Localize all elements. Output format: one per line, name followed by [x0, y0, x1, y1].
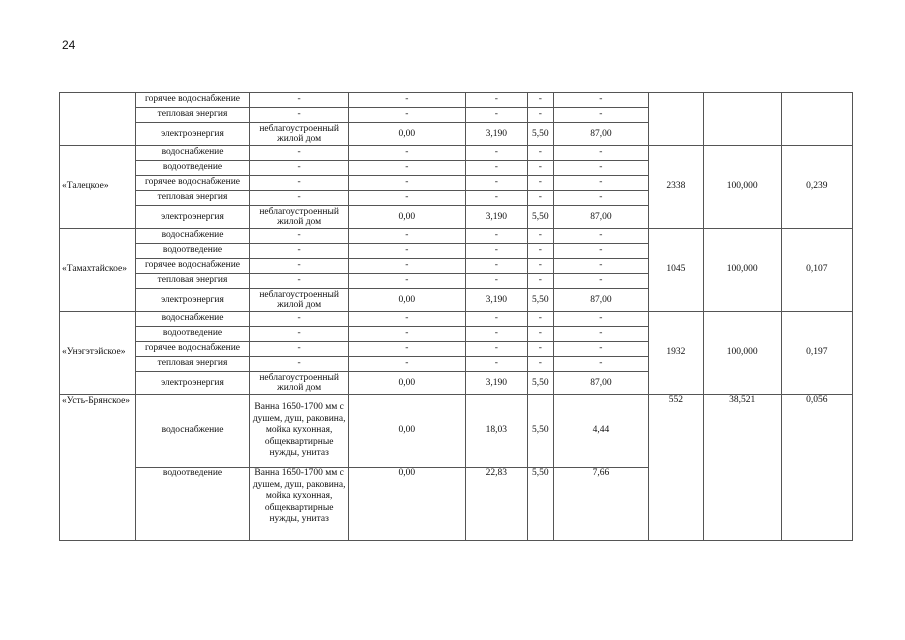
value-cell: -	[465, 176, 527, 191]
value-cell: 0,00	[348, 395, 465, 468]
value-cell: -	[465, 108, 527, 123]
value-cell: -	[348, 93, 465, 108]
value-cell: -	[348, 176, 465, 191]
service-cell: тепловая энергия	[135, 108, 250, 123]
value-cell: -	[465, 342, 527, 357]
value-cell: -	[348, 191, 465, 206]
value-cell: -	[553, 191, 648, 206]
description-cell: -	[250, 108, 348, 123]
result-cell: 0,056	[781, 395, 853, 541]
result-cell: 0,107	[781, 229, 853, 312]
value-cell: -	[553, 161, 648, 176]
value-cell: -	[553, 327, 648, 342]
description-cell: -	[250, 229, 348, 244]
value-cell: -	[465, 229, 527, 244]
service-cell: водоснабжение	[135, 229, 250, 244]
description-cell: неблагоустроенный жилой дом	[250, 372, 348, 395]
value-cell: -	[527, 176, 553, 191]
value-cell: -	[465, 357, 527, 372]
value-cell: 87,00	[553, 206, 648, 229]
table-row	[60, 146, 853, 161]
value-cell: -	[527, 244, 553, 259]
value-cell: -	[465, 93, 527, 108]
value-cell: -	[465, 259, 527, 274]
value-cell: -	[553, 146, 648, 161]
description-cell: неблагоустроенный жилой дом	[250, 123, 348, 146]
value-cell: -	[465, 161, 527, 176]
value-cell: -	[553, 229, 648, 244]
value-cell: -	[527, 357, 553, 372]
value-cell: -	[553, 357, 648, 372]
value-cell: -	[348, 357, 465, 372]
value-cell: -	[553, 342, 648, 357]
service-cell: электроэнергия	[135, 289, 250, 312]
value-cell: -	[527, 327, 553, 342]
value-cell: -	[348, 108, 465, 123]
description-cell: -	[250, 244, 348, 259]
value-cell: 7,66	[553, 468, 648, 541]
table-row	[60, 395, 853, 468]
description-cell: Ванна 1650-1700 мм с душем, душ, раковина, мойка кухонная, общеквартирные нужды, унитаз	[250, 395, 348, 468]
service-cell: водоотведение	[135, 161, 250, 176]
service-cell: водоснабжение	[135, 395, 250, 468]
value-cell: -	[527, 161, 553, 176]
description-cell: Ванна 1650-1700 мм с душем, душ, раковина, мойка кухонная, общеквартирные нужды, унитаз	[250, 468, 348, 541]
value-cell: 0,00	[348, 206, 465, 229]
description-cell: -	[250, 191, 348, 206]
value-cell: -	[553, 244, 648, 259]
percent-cell: 100,000	[703, 229, 781, 312]
value-cell: -	[527, 229, 553, 244]
page-number: 24	[62, 38, 76, 52]
description-cell: -	[250, 259, 348, 274]
settlement-cell: «Усть-Брянское»	[60, 395, 136, 541]
value-cell: 87,00	[553, 289, 648, 312]
value-cell: -	[465, 327, 527, 342]
value-cell: -	[348, 244, 465, 259]
description-cell: -	[250, 342, 348, 357]
description-cell: -	[250, 146, 348, 161]
description-cell: неблагоустроенный жилой дом	[250, 289, 348, 312]
value-cell: -	[348, 229, 465, 244]
value-cell: 3,190	[465, 372, 527, 395]
value-cell: -	[527, 191, 553, 206]
value-cell: -	[527, 259, 553, 274]
value-cell: 87,00	[553, 123, 648, 146]
service-cell: горячее водоснабжение	[135, 93, 250, 108]
value-cell: -	[553, 93, 648, 108]
percent-cell: 100,000	[703, 146, 781, 229]
service-cell: электроэнергия	[135, 123, 250, 146]
value-cell: 0,00	[348, 468, 465, 541]
value-cell: -	[465, 146, 527, 161]
service-cell: тепловая энергия	[135, 191, 250, 206]
value-cell: 3,190	[465, 289, 527, 312]
table-row	[60, 312, 853, 327]
service-cell: тепловая энергия	[135, 274, 250, 289]
value-cell: -	[348, 327, 465, 342]
description-cell: -	[250, 312, 348, 327]
tariff-table	[59, 92, 853, 541]
value-cell: -	[527, 93, 553, 108]
value-cell: 3,190	[465, 123, 527, 146]
service-cell: тепловая энергия	[135, 357, 250, 372]
service-cell: водоотведение	[135, 244, 250, 259]
description-cell: -	[250, 176, 348, 191]
description-cell: -	[250, 93, 348, 108]
value-cell: 5,50	[527, 395, 553, 468]
value-cell: -	[348, 312, 465, 327]
service-cell: горячее водоснабжение	[135, 342, 250, 357]
description-cell: -	[250, 161, 348, 176]
value-cell: -	[553, 176, 648, 191]
value-cell: 18,03	[465, 395, 527, 468]
result-cell: 0,239	[781, 146, 853, 229]
value-cell: -	[465, 312, 527, 327]
service-cell: горячее водоснабжение	[135, 259, 250, 274]
value-cell: 5,50	[527, 206, 553, 229]
percent-cell	[703, 93, 781, 146]
value-cell: -	[527, 146, 553, 161]
description-cell: -	[250, 274, 348, 289]
value-cell: -	[348, 274, 465, 289]
value-cell: -	[553, 274, 648, 289]
percent-cell: 100,000	[703, 312, 781, 395]
service-cell: горячее водоснабжение	[135, 176, 250, 191]
service-cell: водоотведение	[135, 468, 250, 541]
settlement-cell	[60, 93, 136, 146]
settlement-cell: «Талецкое»	[60, 146, 136, 229]
service-cell: электроэнергия	[135, 206, 250, 229]
total-cell	[649, 93, 704, 146]
value-cell: -	[348, 259, 465, 274]
table-row	[60, 229, 853, 244]
service-cell: водоотведение	[135, 327, 250, 342]
total-cell: 2338	[649, 146, 704, 229]
service-cell: водоснабжение	[135, 146, 250, 161]
value-cell: 5,50	[527, 289, 553, 312]
value-cell: 4,44	[553, 395, 648, 468]
description-cell: -	[250, 327, 348, 342]
value-cell: -	[553, 108, 648, 123]
value-cell: 3,190	[465, 206, 527, 229]
description-cell: -	[250, 357, 348, 372]
value-cell: -	[553, 312, 648, 327]
settlement-cell: «Унэгэтэйское»	[60, 312, 136, 395]
result-cell	[781, 93, 853, 146]
settlement-cell: «Тамахтайское»	[60, 229, 136, 312]
value-cell: -	[465, 274, 527, 289]
description-cell: неблагоустроенный жилой дом	[250, 206, 348, 229]
percent-cell: 38,521	[703, 395, 781, 541]
table-row	[60, 93, 853, 108]
value-cell: -	[348, 342, 465, 357]
value-cell: -	[348, 146, 465, 161]
value-cell: 0,00	[348, 372, 465, 395]
total-cell: 1932	[649, 312, 704, 395]
value-cell: -	[527, 312, 553, 327]
total-cell: 1045	[649, 229, 704, 312]
value-cell: 5,50	[527, 468, 553, 541]
value-cell: 0,00	[348, 123, 465, 146]
service-cell: электроэнергия	[135, 372, 250, 395]
value-cell: 0,00	[348, 289, 465, 312]
value-cell: 5,50	[527, 372, 553, 395]
total-cell: 552	[649, 395, 704, 541]
value-cell: 5,50	[527, 123, 553, 146]
value-cell: -	[527, 274, 553, 289]
value-cell: -	[553, 259, 648, 274]
service-cell: водоснабжение	[135, 312, 250, 327]
value-cell: -	[527, 108, 553, 123]
value-cell: 22,83	[465, 468, 527, 541]
result-cell: 0,197	[781, 312, 853, 395]
value-cell: -	[348, 161, 465, 176]
value-cell: -	[465, 244, 527, 259]
value-cell: 87,00	[553, 372, 648, 395]
value-cell: -	[527, 342, 553, 357]
value-cell: -	[465, 191, 527, 206]
